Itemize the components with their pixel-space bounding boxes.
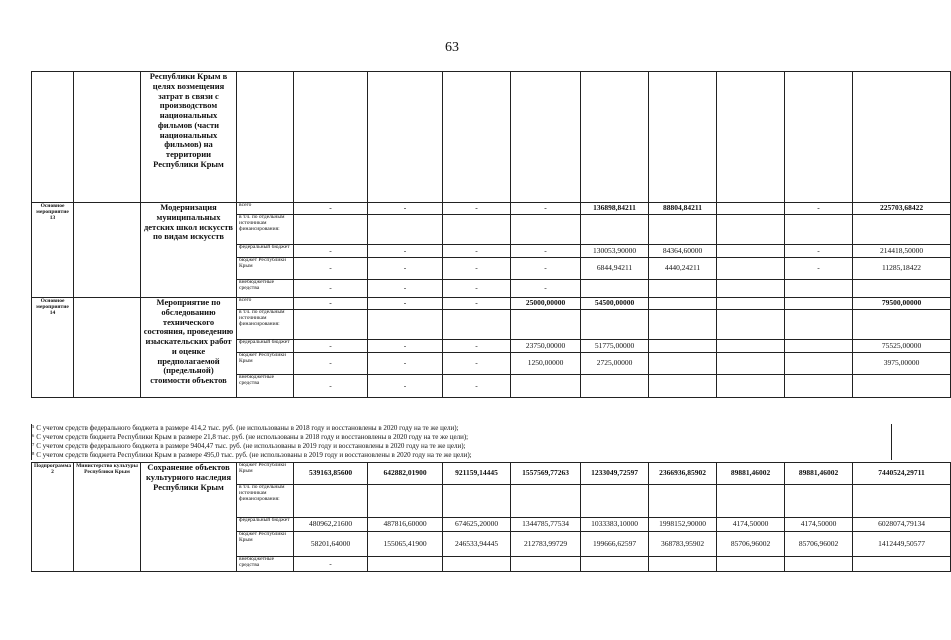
amount-cell [649, 310, 717, 340]
executor-empty [74, 298, 141, 398]
amount-cell [717, 353, 785, 375]
amount-cell: - [511, 245, 581, 258]
amount-cell [785, 485, 853, 518]
amount-cell: - [511, 203, 581, 215]
amount-cell: - [368, 245, 443, 258]
funding-source: федеральный бюджет [237, 245, 294, 258]
amount-cell: 85706,96002 [785, 532, 853, 557]
amount-cell: - [443, 340, 511, 353]
amount-cell: 51775,00000 [581, 340, 649, 353]
amount-cell [853, 375, 951, 398]
amount-cell [853, 557, 951, 572]
amount-cell: - [294, 375, 368, 398]
amount-cell [717, 557, 785, 572]
amount-cell: - [368, 203, 443, 215]
amount-cell: 1250,00000 [511, 353, 581, 375]
table-row [32, 298, 951, 310]
footnote: ⁵ С учетом средств федерального бюджета в размере 414,2 тыс. руб. (не использованы в 2018 году и восстановлены в 2020 году на те же цели); [32, 424, 459, 432]
amount-cell: 58201,64000 [294, 532, 368, 557]
footnotes [31, 424, 892, 460]
amount-cell: 539163,85600 [294, 463, 368, 485]
amount-cell: - [294, 203, 368, 215]
amount-cell: 921159,14445 [443, 463, 511, 485]
amount-cell: 7440524,29711 [853, 463, 951, 485]
page-number: 63 [445, 40, 459, 55]
amount-cell [511, 310, 581, 340]
amount-cell: 212783,99729 [511, 532, 581, 557]
amount-cell [443, 557, 511, 572]
funding-source: всего [237, 203, 294, 215]
measure-code: Основное мероприятие 13 [32, 203, 74, 298]
amount-cell [785, 375, 853, 398]
amount-cell [581, 280, 649, 298]
amount-cell: - [443, 298, 511, 310]
amount-cell [581, 375, 649, 398]
amount-cell [511, 375, 581, 398]
amount-cell: - [368, 298, 443, 310]
amount-cell: - [294, 557, 368, 572]
amount-cell: 130053,90000 [581, 245, 649, 258]
amount-cell [649, 298, 717, 310]
amount-cell: - [511, 280, 581, 298]
amount-cell: 6028074,79134 [853, 518, 951, 532]
amount-cell [581, 215, 649, 245]
amount-cell [368, 485, 443, 518]
amount-cell [717, 280, 785, 298]
amount-cell: 79500,00000 [853, 298, 951, 310]
amount-cell: 3975,00000 [853, 353, 951, 375]
continued-row [32, 72, 951, 203]
amount-cell: 1998152,90000 [649, 518, 717, 532]
amount-cell [511, 557, 581, 572]
amount-cell [581, 485, 649, 518]
amount-cell: 88804,84211 [649, 203, 717, 215]
amount-cell [717, 485, 785, 518]
amount-cell: 1344785,77534 [511, 518, 581, 532]
amount-cell: - [443, 280, 511, 298]
funding-source: бюджет Республики Крым [237, 258, 294, 280]
amount-cell [368, 310, 443, 340]
amount-cell [511, 215, 581, 245]
footnote: ⁷ С учетом средств федерального бюджета в размере 9404,47 тыс. руб. (не использованы в 2019 году и восстановлены в 2020 году на те же цели); [32, 442, 466, 450]
amount-cell [368, 215, 443, 245]
amount-cell [443, 215, 511, 245]
footnote: ⁶ С учетом средств бюджета Республики Крым в размере 21,8 тыс. руб. (не использованы в 2018 году и восстановлены в 2020 году на те же цели); [32, 433, 469, 441]
amount-cell [853, 280, 951, 298]
amount-cell [717, 245, 785, 258]
measure-description: Мероприятие по обследованию технического состояния, проведению изыскательских работ и оценке предполагаемой (предельной) стоимости объектов [141, 298, 237, 398]
amount-cell: 368783,95902 [649, 532, 717, 557]
amount-cell: - [443, 353, 511, 375]
amount-cell [581, 310, 649, 340]
amount-cell: - [785, 203, 853, 215]
amount-cell: 75525,00000 [853, 340, 951, 353]
footnote: ⁸ С учетом средств бюджета Республики Крым в размере 495,0 тыс. руб. (не использованы в 2019 году и восстановлены в 2020 году на те же цели); [32, 451, 472, 459]
amount-cell [785, 280, 853, 298]
amount-cell [443, 310, 511, 340]
amount-cell: 11285,18422 [853, 258, 951, 280]
amount-cell: 674625,20000 [443, 518, 511, 532]
amount-cell: 1412449,50577 [853, 532, 951, 557]
amount-cell: - [294, 353, 368, 375]
funding-source: бюджет Республики Крым [237, 532, 294, 557]
amount-cell: - [368, 375, 443, 398]
amount-cell: 4174,50000 [717, 518, 785, 532]
amount-cell: 1557569,77263 [511, 463, 581, 485]
amount-cell [853, 310, 951, 340]
funding-source: в т.ч. по отдельным источникам финансирования: [237, 310, 294, 340]
amount-cell: - [294, 258, 368, 280]
amount-cell: - [785, 258, 853, 280]
amount-cell [717, 310, 785, 340]
amount-cell: - [443, 203, 511, 215]
amount-cell [581, 557, 649, 572]
amount-cell [368, 557, 443, 572]
amount-cell: - [368, 280, 443, 298]
amount-cell [717, 215, 785, 245]
budget-table-upper [31, 71, 951, 398]
amount-cell [649, 485, 717, 518]
amount-cell: 89881,46002 [717, 463, 785, 485]
amount-cell [443, 485, 511, 518]
amount-cell [785, 557, 853, 572]
amount-cell: 4174,50000 [785, 518, 853, 532]
amount-cell [511, 485, 581, 518]
amount-cell: 155065,41900 [368, 532, 443, 557]
amount-cell: - [368, 353, 443, 375]
funding-source: всего [237, 298, 294, 310]
amount-cell: 4440,24211 [649, 258, 717, 280]
amount-cell: - [294, 298, 368, 310]
amount-cell: 487816,60000 [368, 518, 443, 532]
amount-cell: 246533,94445 [443, 532, 511, 557]
amount-cell: 199666,62597 [581, 532, 649, 557]
amount-cell [717, 203, 785, 215]
amount-cell [649, 375, 717, 398]
amount-cell: - [368, 340, 443, 353]
funding-source: внебюджетные средства [237, 375, 294, 398]
funding-source: внебюджетные средства [237, 557, 294, 572]
amount-cell [294, 485, 368, 518]
amount-cell [717, 298, 785, 310]
amount-cell [649, 340, 717, 353]
funding-source: федеральный бюджет [237, 518, 294, 532]
amount-cell [717, 258, 785, 280]
amount-cell: 642882,01900 [368, 463, 443, 485]
amount-cell [853, 485, 951, 518]
amount-cell: 54500,00000 [581, 298, 649, 310]
amount-cell [649, 215, 717, 245]
amount-cell: - [294, 280, 368, 298]
amount-cell [785, 298, 853, 310]
amount-cell [294, 215, 368, 245]
amount-cell: 6844,94211 [581, 258, 649, 280]
amount-cell: - [294, 245, 368, 258]
amount-cell [785, 215, 853, 245]
measure-description: Модернизация муниципальных детских школ искусств по видам искусств [141, 203, 237, 298]
amount-cell [294, 310, 368, 340]
amount-cell: - [511, 258, 581, 280]
amount-cell: 23750,00000 [511, 340, 581, 353]
funding-source: в т.ч. по отдельным источникам финансирования: [237, 215, 294, 245]
amount-cell: 2725,00000 [581, 353, 649, 375]
measure-description: Республики Крым в целях возмещения затрат в связи с производством национальных фильмов (части национальных фильмов) на территории Республики Крым [141, 72, 237, 203]
amount-cell: 136898,84211 [581, 203, 649, 215]
amount-cell: 480962,21600 [294, 518, 368, 532]
amount-cell: - [443, 258, 511, 280]
measure-description: Сохранение объектов культурного наследия Республики Крым [141, 463, 237, 572]
amount-cell: 2366936,85902 [649, 463, 717, 485]
funding-source: бюджет Республики Крым [237, 463, 294, 485]
measure-code: Основное мероприятие 14 [32, 298, 74, 398]
amount-cell: - [294, 340, 368, 353]
amount-cell [717, 340, 785, 353]
amount-cell: 89881,46002 [785, 463, 853, 485]
budget-table-lower [31, 462, 951, 572]
amount-cell: - [443, 375, 511, 398]
amount-cell [717, 375, 785, 398]
funding-source: в т.ч. по отдельным источникам финансирования: [237, 485, 294, 518]
amount-cell [649, 280, 717, 298]
amount-cell: 1033383,10000 [581, 518, 649, 532]
amount-cell [649, 557, 717, 572]
funding-source: федеральный бюджет [237, 340, 294, 353]
amount-cell: 214418,50000 [853, 245, 951, 258]
table-row [32, 203, 951, 215]
amount-cell [649, 353, 717, 375]
amount-cell: 1233049,72597 [581, 463, 649, 485]
amount-cell: - [368, 258, 443, 280]
amount-cell: - [785, 245, 853, 258]
amount-cell [785, 340, 853, 353]
funding-source: бюджет Республики Крым [237, 353, 294, 375]
executor: Министерство культуры Республики Крым [74, 463, 141, 572]
amount-cell [853, 215, 951, 245]
executor-empty [74, 203, 141, 298]
table-row [32, 463, 951, 485]
amount-cell: - [443, 245, 511, 258]
amount-cell: 84364,60000 [649, 245, 717, 258]
measure-code: Подпрограмма 2 [32, 463, 74, 572]
amount-cell: 85706,96002 [717, 532, 785, 557]
funding-source: внебюджетные средства [237, 280, 294, 298]
amount-cell: 225703,68422 [853, 203, 951, 215]
amount-cell [785, 353, 853, 375]
amount-cell: 25000,00000 [511, 298, 581, 310]
amount-cell [785, 310, 853, 340]
